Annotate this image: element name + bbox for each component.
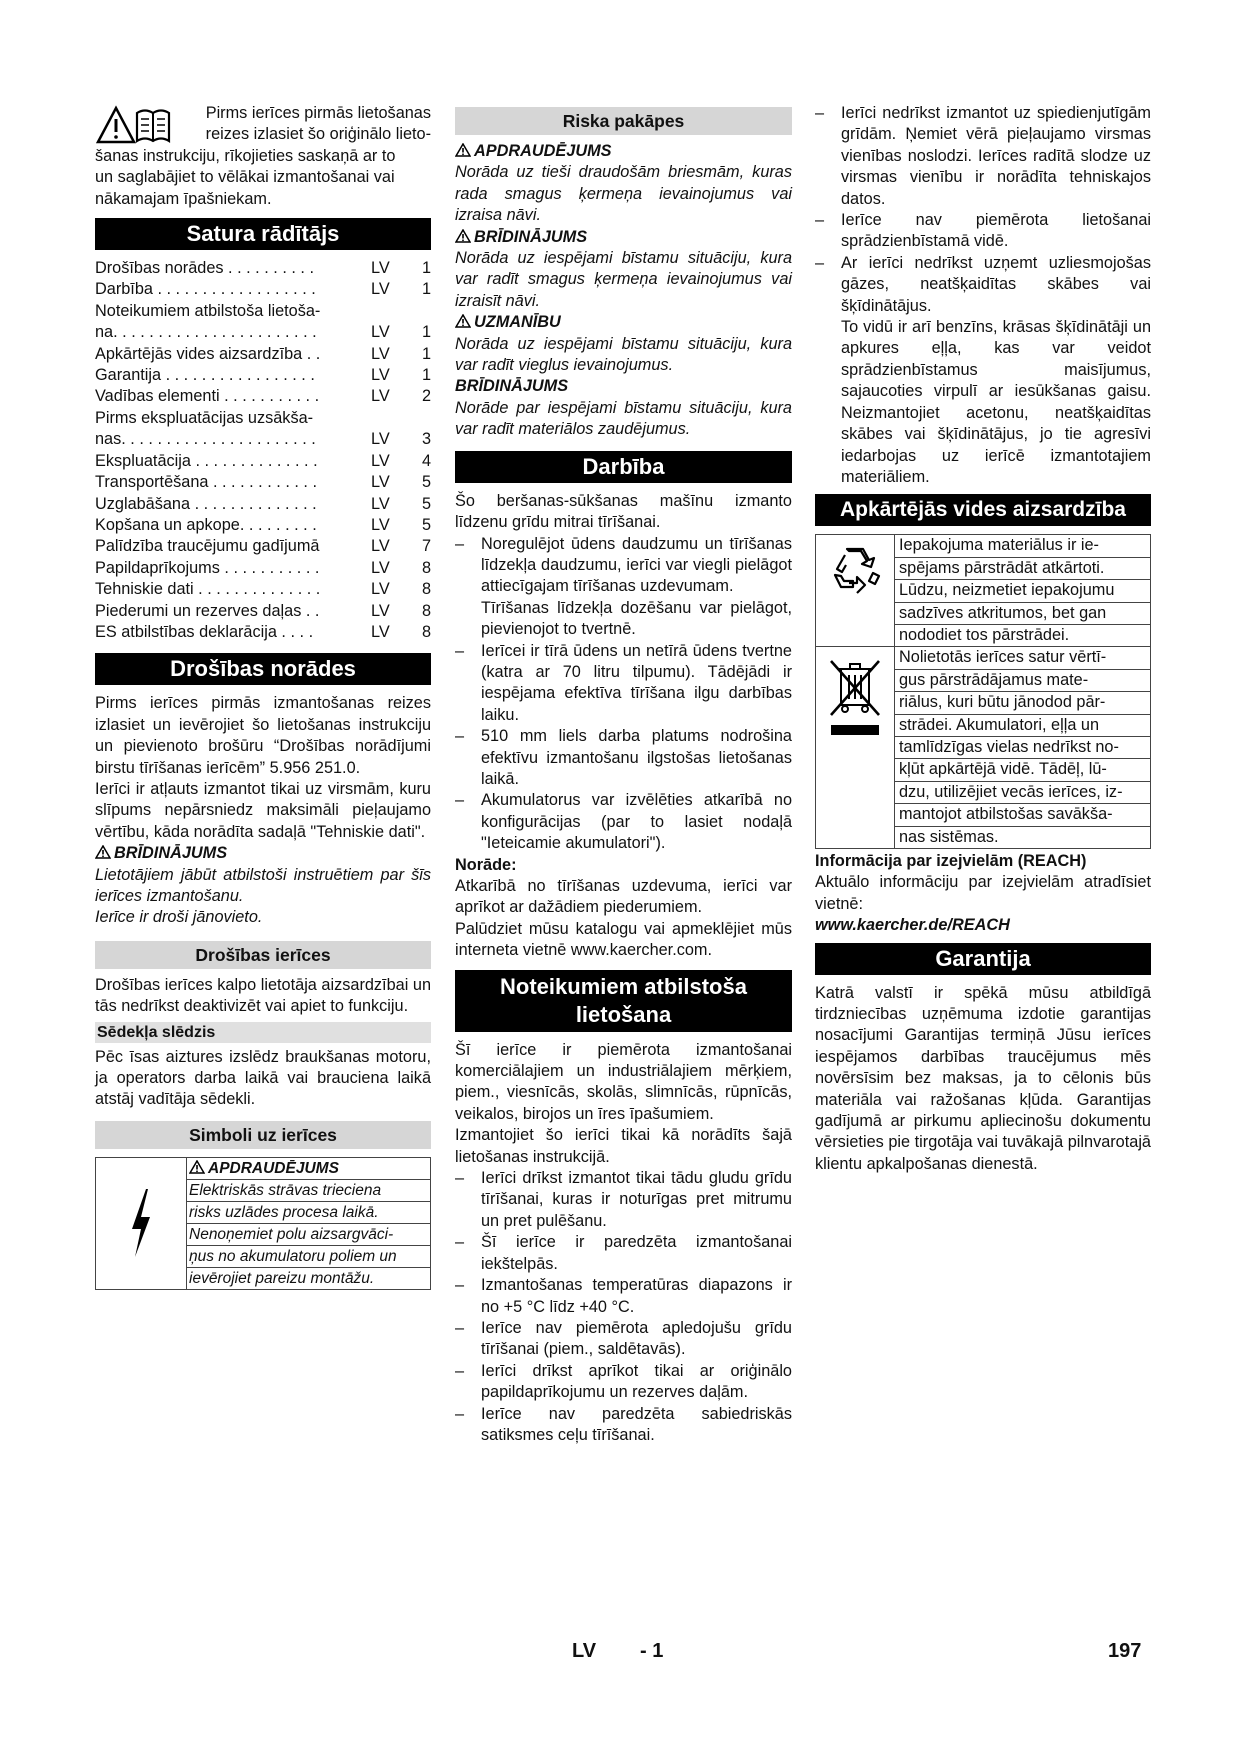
toc-page: 1 [421, 323, 431, 342]
symbols-heading: Simboli uz ierīces [95, 1121, 431, 1149]
list-item [455, 1275, 792, 1318]
reach-link[interactable]: www.kaercher.de/REACH [815, 916, 1010, 935]
toc-title: Transportēšana . . . . . . . . . . . . [95, 473, 317, 492]
toc-page: 1 [421, 280, 431, 299]
list-item-text: 510 mm liels darba platums nodrošina efektīvu izmantošanu ilgstošas lietošanas laikā. [481, 727, 792, 788]
toc-row[interactable] [95, 451, 431, 472]
toc-row[interactable] [95, 472, 431, 493]
risk-text: Norāda uz iespējami bīstamu situāciju, kura var radīt smagus ķermeņa ievainojumus vai izraisīt nāvi. [455, 249, 792, 310]
seat-switch-text: Pēc īsas aiztures izslēdz braukšanas motoru, ja operators darba laikā vai brauciena laikā atstāj vadītāja sēdekli. [95, 1047, 431, 1109]
safety-paragraph: Pirms ierīces pirmās izmantošanas reizes izlasiet un ievērojiet šo lietošanas instrukciju un pievienoto brošūru “Drošības norādījumi birstu tīrīšanas ierīcēm” 5.956 251.0. [95, 694, 431, 777]
list-item-text: Izmantošanas temperatūras diapazons ir no +5 °C līdz +40 °C. [481, 1276, 792, 1316]
toc-page: 8 [421, 601, 431, 620]
toc-title: Noteikumiem atbilstoša lietoša- [95, 301, 321, 320]
list-dash: – [455, 1404, 465, 1423]
toc-row[interactable] [95, 536, 431, 557]
toc-title: ES atbilstības deklarācija . . . . [95, 622, 314, 641]
warning-triangle-icon [455, 229, 471, 243]
toc-page: 5 [421, 494, 431, 513]
toc-title: Uzglabāšana . . . . . . . . . . . . . . [95, 494, 317, 513]
toc-title: Drošības norādes . . . . . . . . . . [95, 259, 314, 278]
environment-text-line: Lūdzu, neizmetiet iepakojumu [895, 580, 1150, 602]
warning-label [95, 843, 431, 864]
use-restrictions-list [815, 103, 1151, 317]
devices-text: Drošības ierīces kalpo lietotāja aizsardzībai un tās nedrīkst deaktivizēt vai apiet to funkciju. [95, 975, 431, 1016]
toc-title: Piederumi un rezerves daļas . . [95, 601, 320, 620]
operation-intro: Šo beršanas-sūkšanas mašīnu izmanto līdzenu grīdu mitrai tīrīšanai. [455, 491, 792, 532]
toc-language: LV [371, 280, 390, 299]
toc-language: LV [371, 537, 390, 556]
intro-line: reizes izlasiet šo oriģinālo lieto- [205, 125, 431, 144]
list-dash: – [455, 1318, 465, 1337]
warning-triangle-icon [95, 845, 111, 859]
toc-title: Kopšana un apkope. . . . . . . . . [95, 515, 317, 534]
list-item [455, 1232, 792, 1275]
list-dash: – [815, 104, 825, 122]
environment-text-line: nododiet tos pārstrādei. [899, 625, 1070, 644]
environment-icon-cell [816, 535, 895, 646]
toc-row[interactable] [95, 579, 431, 600]
toc-title: Garantija . . . . . . . . . . . . . . . . . [95, 366, 315, 385]
environment-heading: Apkārtējās vides aizsardzība [815, 494, 1151, 526]
environment-text-line: dzu, utilizējiet vecās ierīces, iz- [895, 782, 1150, 804]
devices-heading: Drošības ierīces [95, 941, 431, 969]
toc-language: LV [371, 366, 390, 385]
toc-page: 7 [421, 537, 431, 556]
environment-row-recycling [816, 535, 1150, 647]
list-item [455, 1404, 792, 1447]
toc-language: LV [371, 323, 390, 342]
seat-switch-heading: Sēdekļa slēdzis [95, 1022, 431, 1043]
use-restrictions-continued: To vidū ir arī benzīns, krāsas šķīdinātāji un apkures eļļa, kas var veidot sprādzienbīstamus maisījumus, sajaucoties virpulī ar iesūkšanas gaisu. Neizmantojiet acetonu, neatšķaidītas skābes vai šķīdinātājus, jo tie agresīvi iedarbojas uz ierīcē izmantotajiem materiāliem. [841, 318, 1151, 486]
symbol-text-line: ievērojiet pareizu montāžu. [189, 1269, 375, 1287]
list-item-text: Ierīce nav paredzēta sabiedriskās satiksmes ceļu tīrīšanai. [481, 1404, 792, 1444]
toc-title: Tehniskie dati . . . . . . . . . . . . . . [95, 580, 321, 599]
list-dash [455, 598, 481, 641]
list-dash: – [455, 641, 465, 660]
toc-row[interactable] [95, 494, 431, 515]
risk-levels-heading: Riska pakāpes [455, 107, 792, 135]
list-item [455, 534, 792, 598]
intro-line: šanas instrukciju, rīkojieties saskaņā ar to [95, 146, 396, 165]
toc-title: nas. . . . . . . . . . . . . . . . . . . . . . [95, 430, 316, 449]
environment-text-line: mantojot atbilstošas savākša- [895, 804, 1150, 826]
intended-use-text: Šī ierīce ir piemērota izmantošanai komerciālajiem un industriālajiem mērķiem, piem., viesnīcās, skolās, slimnīcās, rūpnīcās, veikalos, birojos un īres īpašumiem. [455, 1040, 792, 1123]
toc-row[interactable] [95, 365, 431, 386]
toc-row[interactable] [95, 429, 431, 450]
footer-page-number: 197 [1108, 1640, 1142, 1662]
toc-language: LV [371, 601, 390, 620]
toc-page: 5 [421, 515, 431, 534]
warning-text: Ierīce ir droši jānovieto. [95, 908, 263, 927]
environment-text-line: spējams pārstrādāt atkārtoti. [895, 558, 1150, 580]
risk-label [455, 312, 792, 333]
toc-row[interactable] [95, 408, 431, 429]
toc-language: LV [371, 387, 390, 406]
warning-text: Lietotājiem jābūt atbilstoši instruētiem par šīs ierīces izmantošanu. [95, 865, 431, 905]
toc-row[interactable] [95, 301, 431, 322]
recycling-icon [827, 543, 883, 599]
list-dash: – [815, 211, 825, 230]
toc-language: LV [371, 580, 390, 599]
toc-title: Papildaprīkojums . . . . . . . . . . . [95, 558, 320, 577]
danger-label-text: APDRAUDĒJUMS [208, 1159, 339, 1177]
toc-language: LV [371, 494, 390, 513]
environment-icon-cell [816, 647, 895, 848]
environment-text-line: sadzīves atkritumos, bet gan [895, 603, 1150, 625]
safety-paragraph: Ierīci ir atļauts izmantot tikai uz virsmām, kuru slīpums nepārsniedz maksimāli pieļaujamo vērtību, kāda norādīta sadaļā "Tehniskie dati". [95, 779, 431, 841]
risk-label-text: BRĪDINĀJUMS [474, 227, 588, 246]
toc-page: 1 [421, 344, 431, 363]
toc-row[interactable] [95, 344, 431, 365]
list-item-text: Ierīce nav piemērota lietošanai sprādzienbīstamā vidē. [841, 211, 1151, 251]
toc-language: LV [371, 515, 390, 534]
symbol-text-line: risks uzlādes procesa laikā. [187, 1202, 430, 1224]
note-text: Atkarībā no tīrīšanas uzdevuma, ierīci var aprīkot ar dažādiem piederumiem. [455, 877, 792, 917]
reach-text: Aktuālo informāciju par izejvielām atradīsiet vietnē: [815, 873, 1151, 913]
list-dash: – [455, 1361, 465, 1380]
environment-text-line: tamlīdzīgas vielas nedrīkst no- [895, 737, 1150, 759]
environment-text-line: nas sistēmas. [899, 827, 999, 846]
intro-line: Pirms ierīces pirmās lietošanas [205, 104, 431, 122]
toc-page: 8 [421, 580, 431, 599]
list-item-text: Ierīce nav piemērota apledojušu grīdu tīrīšanai (piem., saldētavās). [481, 1318, 792, 1359]
intended-use-heading: Noteikumiem atbilstoša lietošana [455, 970, 792, 1032]
toc-row[interactable] [95, 558, 431, 579]
toc-language: LV [371, 259, 390, 278]
risk-label-text: BRĪDINĀJUMS [455, 377, 569, 396]
toc-row[interactable] [95, 386, 431, 407]
table-of-contents [95, 258, 431, 643]
warning-label-text: BRĪDINĀJUMS [114, 844, 228, 863]
list-item [455, 598, 792, 641]
toc-page: 5 [421, 473, 431, 492]
list-dash: – [815, 253, 825, 272]
intro-icons [95, 103, 173, 145]
operation-list [455, 534, 792, 855]
list-dash: – [455, 534, 465, 553]
warning-triangle-icon [455, 314, 471, 328]
list-item-text: Tīrīšanas līdzekļa dozēšanu var pielāgot, pievienojot to tvertnē. [481, 598, 792, 639]
list-item [455, 1318, 792, 1361]
warning-triangle-icon [189, 1160, 205, 1174]
symbol-text-line: Elektriskās strāvas trieciena [187, 1180, 430, 1202]
symbol-text-line: ņus no akumulatoru poliem un [187, 1246, 430, 1268]
symbol-text-line: Nenoņemiet polu aizsargvāci- [187, 1224, 430, 1246]
environment-text-cell [895, 647, 1150, 848]
operation-heading: Darbība [455, 451, 792, 483]
list-item [455, 1361, 792, 1404]
list-dash: – [455, 1276, 465, 1295]
toc-language: LV [371, 622, 390, 641]
intro-line: nākamajam īpašniekam. [95, 189, 272, 208]
toc-row[interactable] [95, 515, 431, 536]
electric-shock-icon [126, 1183, 156, 1263]
risk-text: Norāda uz tieši draudošām briesmām, kuras rada smagus ķermeņa ievainojumus vai izraisa nāvi. [455, 163, 792, 225]
toc-page: 3 [421, 430, 431, 449]
environment-text-line: Iepakojuma materiālus ir ie- [895, 535, 1150, 557]
intended-use-text: Izmantojiet šo ierīci tikai kā norādīts šajā lietošanas instrukcijā. [455, 1126, 792, 1166]
list-dash: – [455, 791, 465, 810]
risk-label [455, 141, 792, 162]
risk-text: Norāde par iespējami bīstamu situāciju, kura var radīt materiālos zaudējumus. [455, 398, 792, 439]
toc-title: Darbība . . . . . . . . . . . . . . . . . . [95, 280, 316, 299]
list-dash: – [455, 1169, 465, 1188]
toc-title: Apkārtējās vides aizsardzība . . [95, 344, 321, 363]
list-item-text: Šī ierīce ir paredzēta izmantošanai iekštelpās. [481, 1233, 792, 1273]
toc-language: LV [371, 451, 390, 470]
toc-page: 1 [421, 259, 431, 278]
toc-page: 4 [421, 451, 431, 470]
intro [95, 103, 431, 210]
column-3 [815, 103, 1151, 1175]
toc-language: LV [371, 344, 390, 363]
list-item [455, 790, 792, 854]
column-2 [455, 103, 792, 1446]
list-dash: – [455, 727, 465, 746]
danger-label [187, 1158, 430, 1180]
environment-text-line: gus pārstrādājamus mate- [895, 670, 1150, 692]
intro-line: un saglabājiet to vēlākai izmantošanai vai [95, 168, 395, 187]
toc-row[interactable] [95, 279, 431, 300]
note-text: Palūdziet mūsu katalogu vai apmeklējiet mūs interneta vietnē www.kaercher.com. [455, 919, 792, 960]
toc-language: LV [371, 430, 390, 449]
list-item-text: Ierīci nedrīkst izmantot uz spiedienjutīgām grīdām. Ņemiet vērā pieļaujamo virsmas vienības noslodzi. Ierīces radītā slodze uz virsmas vienību ir norādīta tehniskajos datos. [841, 104, 1151, 208]
toc-heading: Satura rādītājs [95, 218, 431, 250]
crossed-bin-icon [825, 655, 885, 745]
warranty-heading: Garantija [815, 943, 1151, 975]
risk-label-text: APDRAUDĒJUMS [474, 142, 612, 160]
list-item [455, 726, 792, 790]
risk-label-text: UZMANĪBU [474, 313, 561, 332]
toc-title: Ekspluatācija . . . . . . . . . . . . . . [95, 451, 318, 470]
symbols-icon-cell [96, 1158, 187, 1289]
column-1 [95, 103, 431, 1290]
footer-section-page: - 1 [640, 1640, 664, 1662]
toc-page: 8 [421, 558, 431, 577]
environment-text-line: strādei. Akumulatori, eļļa un [895, 715, 1150, 737]
symbols-table [95, 1157, 431, 1290]
symbols-text-cell [187, 1158, 430, 1289]
toc-language: LV [371, 558, 390, 577]
intended-use-list [455, 1168, 792, 1446]
warning-triangle-icon [455, 143, 471, 157]
list-item [815, 253, 1151, 317]
list-item-text: Noregulējot ūdens daudzumu un tīrīšanas līdzekļa daudzumu, ierīci var viegli pielāgot attiecīgajam tīrīšanas uzdevumam. [481, 534, 792, 596]
warning-manual-icon [95, 103, 173, 145]
list-item [815, 103, 1151, 210]
toc-page: 2 [421, 387, 431, 406]
toc-title: Pirms ekspluatācijas uzsākša- [95, 408, 314, 427]
list-item-text: Ierīcei ir tīrā ūdens un netīrā ūdens tvertne (katra ar 70 litru tilpumu). Tādējādi ir iespējama efektīva tīrīšana ilgu darbības laiku. [481, 641, 792, 724]
list-item-text: Akumulatorus var izvēlēties atkarībā no konfigurācijas (par to lasiet nodaļā "Ieteicamie akumulatori"). [481, 791, 792, 853]
toc-title: Palīdzība traucējumu gadījumā [95, 537, 320, 556]
list-item-text: Ar ierīci nedrīkst uzņemt uzliesmojošas gāzes, neatšķaidītas skābes vai šķīdinātājus. [841, 253, 1151, 315]
toc-page: 8 [421, 622, 431, 641]
environment-text-line: Nolietotās ierīces satur vērtī- [895, 647, 1150, 669]
environment-text-cell [895, 535, 1150, 646]
footer-language: LV [572, 1640, 597, 1662]
list-item [455, 1168, 792, 1232]
toc-row[interactable] [95, 258, 431, 279]
environment-text-line: kļūt apkārtējā vidē. Tādēļ, lū- [895, 759, 1150, 781]
toc-title: na. . . . . . . . . . . . . . . . . . . . . . . [95, 323, 317, 342]
toc-title: Vadības elementi . . . . . . . . . . . [95, 387, 320, 406]
environment-table [815, 534, 1151, 849]
warranty-text: Katrā valstī ir spēkā mūsu atbildīgā tirdzniecības uzņēmuma izdotie garantijas nosacījumi Garantijas termiņā Jūsu ierīces iespējamos darbības traucējumus mēs novērsīsim bez maksas, ja to cēlonis būs materiāla vai ražošanas kļūda. Garantijas gadījumā ar pirkumu apliecinošu dokumentu vērsieties pie tirgotāja vai tuvākajā pilnvarotajā klientu apkalpošanas dienestā. [815, 983, 1151, 1173]
environment-row-disposal [816, 647, 1150, 848]
toc-page: 1 [421, 366, 431, 385]
list-item [455, 641, 792, 727]
toc-row[interactable] [95, 322, 431, 343]
safety-heading: Drošības norādes [95, 653, 431, 685]
list-item [815, 210, 1151, 253]
note-label: Norāde: [455, 855, 517, 874]
toc-row[interactable] [95, 622, 431, 643]
reach-heading: Informācija par izejvielām (REACH) [815, 852, 1087, 870]
list-item-text: Ierīci drīkst aprīkot tikai ar oriģinālo papildaprīkojumu un rezerves daļām. [481, 1361, 792, 1402]
list-dash: – [455, 1233, 465, 1252]
environment-text-line: riālus, kuri būtu jānodod pār- [895, 692, 1150, 714]
toc-row[interactable] [95, 601, 431, 622]
risk-text: Norāda uz iespējami bīstamu situāciju, kura var radīt vieglus ievainojumus. [455, 334, 792, 375]
list-item-text: Ierīci drīkst izmantot tikai tādu gludu grīdu tīrīšanai, kuras ir noturīgas pret mitrumu un pret pulēšanu. [481, 1169, 792, 1230]
risk-label [455, 227, 792, 248]
toc-language: LV [371, 473, 390, 492]
